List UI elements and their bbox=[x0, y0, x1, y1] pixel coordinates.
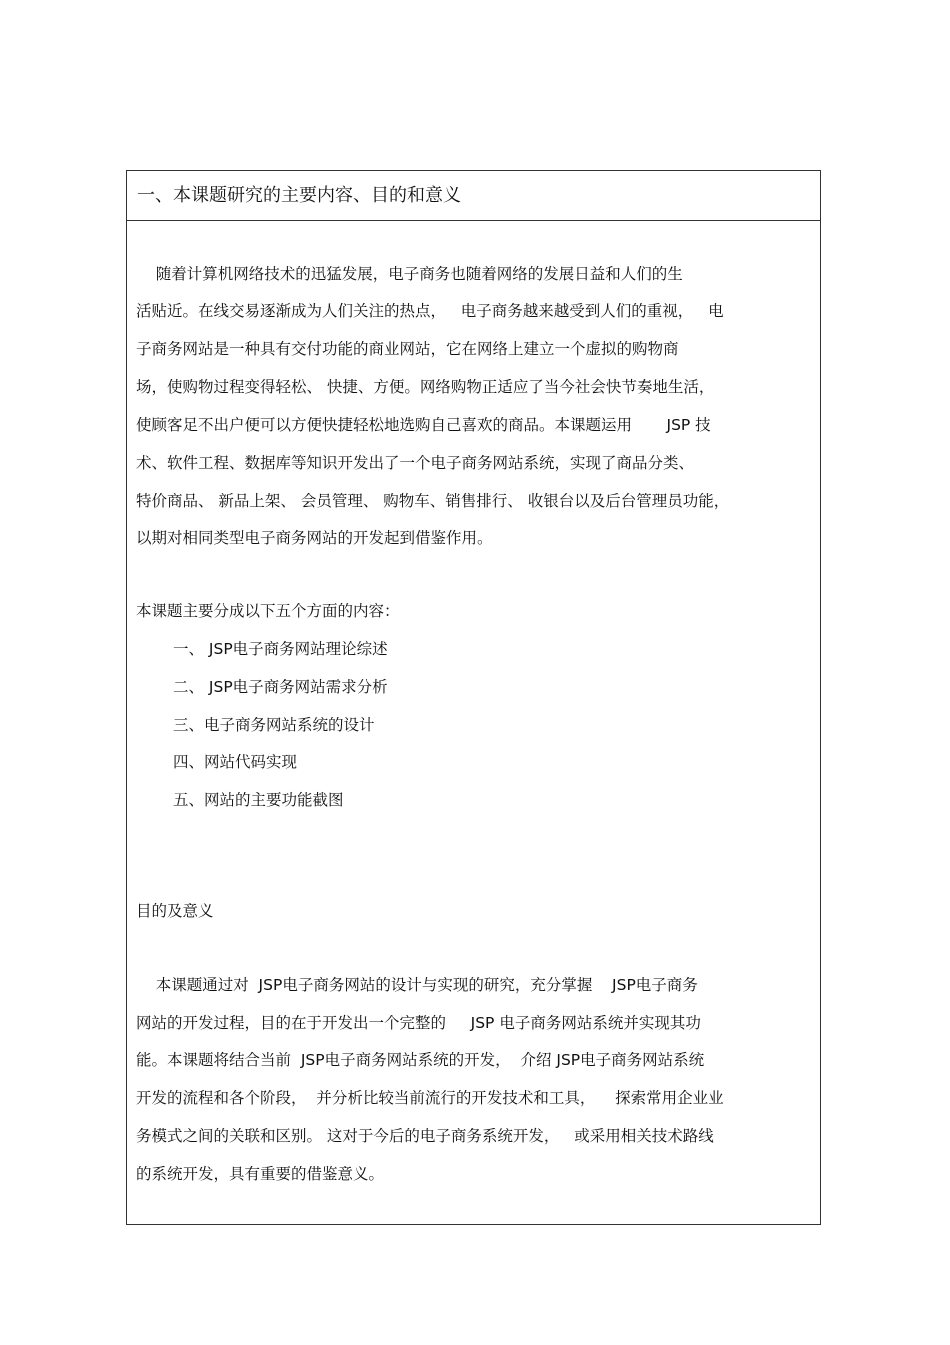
contents-item: 五、网站的主要功能截图 bbox=[173, 791, 344, 809]
contents-item: 三、电子商务网站系统的设计 bbox=[173, 716, 375, 734]
intro-line: 以期对相同类型电子商务网站的开发起到借鉴作用。 bbox=[136, 529, 493, 547]
purpose-line: 务模式之间的关联和区别。 这对于今后的电子商务系统开发， 或采用相关技术路线 bbox=[136, 1127, 714, 1145]
intro-line: 术、软件工程、数据库等知识开发出了一个电子商务网站系统，实现了商品分类、 bbox=[136, 454, 695, 472]
contents-item: 一、 JSP电子商务网站理论综述 bbox=[173, 640, 388, 658]
contents-item: 四、网站代码实现 bbox=[173, 753, 298, 771]
intro-line: 随着计算机网络技术的迅猛发展，电子商务也随着网络的发展日益和人们的生 bbox=[136, 265, 683, 283]
purpose-line: 本课题通过对 JSP电子商务网站的设计与实现的研究，充分掌握 JSP电子商务 bbox=[136, 976, 698, 994]
section-heading: 一、本课题研究的主要内容、目的和意义 bbox=[127, 171, 820, 221]
purpose-line: 网站的开发过程，目的在于开发出一个完整的 JSP 电子商务网站系统并实现其功 bbox=[136, 1014, 701, 1032]
contents-item: 二、 JSP电子商务网站需求分析 bbox=[173, 678, 388, 696]
purpose-line: 的系统开发，具有重要的借鉴意义。 bbox=[136, 1165, 385, 1183]
purpose-heading: 目的及意义 bbox=[136, 902, 214, 920]
contents-intro: 本课题主要分成以下五个方面的内容： bbox=[136, 602, 400, 620]
intro-line: 活贴近。在线交易逐渐成为人们关注的热点， 电子商务越来越受到人们的重视， 电 bbox=[136, 302, 724, 320]
intro-line: 使顾客足不出户便可以方便快捷轻松地选购自己喜欢的商品。本课题运用 JSP 技 bbox=[136, 416, 711, 434]
purpose-line: 开发的流程和各个阶段， 并分析比较当前流行的开发技术和工具， 探索常用企业业 bbox=[136, 1089, 724, 1107]
content-table bbox=[126, 170, 821, 1225]
intro-line: 场，使购物过程变得轻松、 快捷、方便。网络购物正适应了当今社会快节奏地生活， bbox=[136, 378, 715, 396]
intro-line: 特价商品、 新品上架、 会员管理、 购物车、销售排行、 收银台以及后台管理员功能， bbox=[136, 492, 730, 510]
purpose-line: 能。本课题将结合当前 JSP电子商务网站系统的开发， 介绍 JSP电子商务网站系统 bbox=[136, 1051, 705, 1069]
intro-line: 子商务网站是一种具有交付功能的商业网站，它在网络上建立一个虚拟的购物商 bbox=[136, 340, 679, 358]
